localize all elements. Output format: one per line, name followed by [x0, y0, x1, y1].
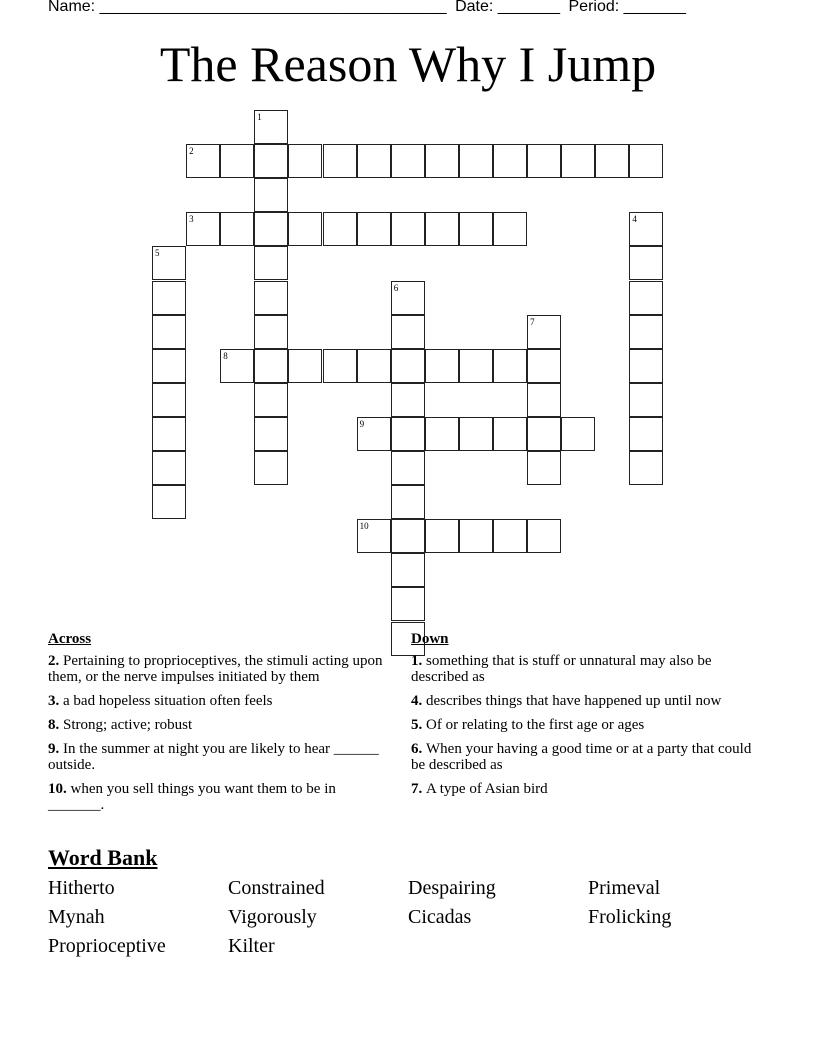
across-heading: Across	[48, 631, 92, 647]
crossword-cell[interactable]	[595, 144, 629, 178]
crossword-cell[interactable]	[629, 315, 663, 349]
word-bank-word: Despairing	[408, 877, 496, 899]
clue-number: 6.	[411, 741, 426, 757]
crossword-cell[interactable]	[459, 144, 493, 178]
clue-number: 7.	[411, 781, 426, 797]
clue-number: 3	[189, 214, 194, 225]
clue-number: 6	[393, 282, 399, 293]
crossword-cell[interactable]	[357, 519, 391, 553]
clue-number: 9.	[48, 741, 63, 757]
word-bank-word: Cicadas	[408, 906, 472, 928]
period-field[interactable]: Period: _______	[568, 0, 686, 15]
down-clue	[411, 781, 756, 797]
crossword-cell[interactable]	[425, 212, 459, 246]
clue-text: When your having a good time or at a party that could be described as	[411, 741, 752, 773]
down-clue	[411, 717, 756, 733]
clue-text: A type of Asian bird	[426, 781, 548, 797]
word-bank-word: Constrained	[228, 877, 325, 899]
crossword-cell[interactable]	[152, 451, 186, 485]
across-clue	[48, 741, 393, 773]
crossword-cell[interactable]	[629, 349, 663, 383]
crossword-cell[interactable]	[220, 349, 254, 383]
crossword-cell[interactable]	[186, 144, 220, 178]
crossword-cell[interactable]	[561, 417, 595, 451]
crossword-cell[interactable]	[391, 144, 425, 178]
crossword-cell[interactable]	[629, 417, 663, 451]
crossword-cell[interactable]	[527, 383, 561, 417]
crossword-cell[interactable]	[288, 144, 322, 178]
across-clue	[48, 717, 393, 733]
across-clue	[48, 781, 393, 813]
crossword-cell[interactable]	[493, 519, 527, 553]
crossword-cell[interactable]	[527, 144, 561, 178]
crossword-cell[interactable]	[493, 349, 527, 383]
crossword-cell[interactable]	[425, 144, 459, 178]
crossword-cell[interactable]	[254, 110, 288, 144]
clue-number: 4.	[411, 693, 426, 709]
crossword-cell[interactable]	[391, 553, 425, 587]
crossword-cell[interactable]	[629, 383, 663, 417]
crossword-cell[interactable]	[357, 417, 391, 451]
crossword-cell[interactable]	[391, 281, 425, 315]
date-field[interactable]: Date: _______	[455, 0, 561, 15]
crossword-cell[interactable]	[254, 178, 288, 212]
crossword-cell[interactable]	[527, 349, 561, 383]
crossword-cell[interactable]	[357, 349, 391, 383]
crossword-cell[interactable]	[391, 417, 425, 451]
crossword-cell[interactable]	[152, 349, 186, 383]
crossword-cell[interactable]	[254, 246, 288, 280]
crossword-cell[interactable]	[152, 417, 186, 451]
word-bank-word: Frolicking	[588, 906, 672, 928]
crossword-cell[interactable]	[288, 349, 322, 383]
clue-text: describes things that have happened up until now	[426, 693, 722, 709]
crossword-cell[interactable]	[459, 349, 493, 383]
crossword-cell[interactable]	[254, 144, 288, 178]
clue-text: Strong; active; robust	[63, 717, 193, 733]
clue-text: when you sell things you want them to be in _______.	[48, 781, 336, 813]
crossword-cell[interactable]	[425, 349, 459, 383]
crossword-cell[interactable]	[527, 315, 561, 349]
crossword-cell[interactable]	[527, 417, 561, 451]
clue-number: 5	[155, 248, 160, 259]
clue-number: 2.	[48, 653, 63, 669]
clue-text: something that is stuff or unnatural may also be described as	[411, 653, 712, 685]
word-bank	[48, 874, 768, 961]
crossword-cell[interactable]	[254, 315, 288, 349]
crossword-cell[interactable]	[254, 281, 288, 315]
crossword-cell[interactable]	[152, 281, 186, 315]
word-bank-word: Primeval	[588, 877, 661, 899]
crossword-cell[interactable]	[357, 144, 391, 178]
crossword-cell[interactable]	[629, 281, 663, 315]
crossword-cell[interactable]	[254, 417, 288, 451]
crossword-cell[interactable]	[254, 212, 288, 246]
word-bank-word: Vigorously	[228, 906, 317, 928]
clue-number: 1	[257, 112, 262, 122]
clue-number: 10	[359, 521, 369, 532]
crossword-cell[interactable]	[220, 212, 254, 246]
student-info-header	[48, 0, 690, 16]
crossword-cell[interactable]	[391, 212, 425, 246]
down-clue	[411, 693, 756, 709]
down-clue	[411, 653, 756, 685]
clue-text: Pertaining to proprioceptives, the stimuli acting upon them, or the nerve impulses initiated by them	[48, 653, 383, 685]
crossword-cell[interactable]	[391, 315, 425, 349]
clue-number: 4	[632, 214, 637, 225]
crossword-cell[interactable]	[629, 451, 663, 485]
word-bank-title: Word Bank	[48, 845, 158, 870]
crossword-cell[interactable]	[425, 519, 459, 553]
crossword-cell[interactable]	[459, 212, 493, 246]
crossword-cell[interactable]	[152, 383, 186, 417]
crossword-cell[interactable]	[391, 451, 425, 485]
down-clue	[411, 741, 756, 773]
clue-text: In the summer at night you are likely to hear ______ outside.	[48, 741, 379, 773]
clue-text: a bad hopeless situation often feels	[63, 693, 273, 709]
clue-number: 2	[189, 146, 194, 157]
crossword-cell[interactable]	[323, 212, 357, 246]
across-clues	[48, 631, 393, 821]
clue-number: 8.	[48, 717, 63, 733]
crossword-cell[interactable]	[459, 417, 493, 451]
crossword-cell[interactable]	[254, 451, 288, 485]
clue-number: 9	[359, 418, 365, 429]
clue-number: 3.	[48, 693, 63, 709]
crossword-cell[interactable]	[254, 349, 288, 383]
crossword-cell[interactable]	[527, 519, 561, 553]
crossword-cell[interactable]	[527, 451, 561, 485]
clue-number: 1.	[411, 653, 426, 669]
crossword-cell[interactable]	[220, 144, 254, 178]
down-clues	[411, 631, 756, 805]
clue-text: Of or relating to the first age or ages	[426, 717, 645, 733]
crossword-cell[interactable]	[186, 212, 220, 246]
word-bank-word: Kilter	[228, 935, 275, 957]
crossword-cell[interactable]	[152, 485, 186, 519]
down-heading: Down	[411, 631, 449, 647]
crossword-cell[interactable]	[391, 587, 425, 621]
puzzle-title: The Reason Why I Jump	[159, 36, 657, 92]
word-bank-word: Hitherto	[48, 877, 115, 899]
clue-number: 7	[530, 316, 535, 327]
crossword-cell[interactable]	[493, 417, 527, 451]
name-field[interactable]: Name: _______________________________________	[48, 0, 447, 15]
crossword-cell[interactable]	[152, 315, 186, 349]
crossword-cell[interactable]	[459, 519, 493, 553]
clue-number: 10.	[48, 781, 71, 797]
crossword-cell[interactable]	[561, 144, 595, 178]
crossword-cell[interactable]	[152, 246, 186, 280]
crossword-cell[interactable]	[323, 144, 357, 178]
across-clue	[48, 653, 393, 685]
crossword-cell[interactable]	[629, 212, 663, 246]
crossword-cell[interactable]	[425, 417, 459, 451]
crossword-cell[interactable]	[391, 349, 425, 383]
word-bank-word: Mynah	[48, 906, 105, 928]
crossword-cell[interactable]	[391, 519, 425, 553]
clue-number: 8	[223, 350, 228, 361]
crossword-cell[interactable]	[629, 144, 663, 178]
crossword-cell[interactable]	[391, 485, 425, 519]
across-clue	[48, 693, 393, 709]
crossword-cell[interactable]	[254, 383, 288, 417]
crossword-cell[interactable]	[288, 212, 322, 246]
crossword-cell[interactable]	[323, 349, 357, 383]
clue-number: 5.	[411, 717, 426, 733]
crossword-cell[interactable]	[357, 212, 391, 246]
crossword-cell[interactable]	[493, 212, 527, 246]
crossword-cell[interactable]	[391, 383, 425, 417]
crossword-cell[interactable]	[629, 246, 663, 280]
word-bank-word: Proprioceptive	[48, 935, 166, 957]
crossword-cell[interactable]	[493, 144, 527, 178]
